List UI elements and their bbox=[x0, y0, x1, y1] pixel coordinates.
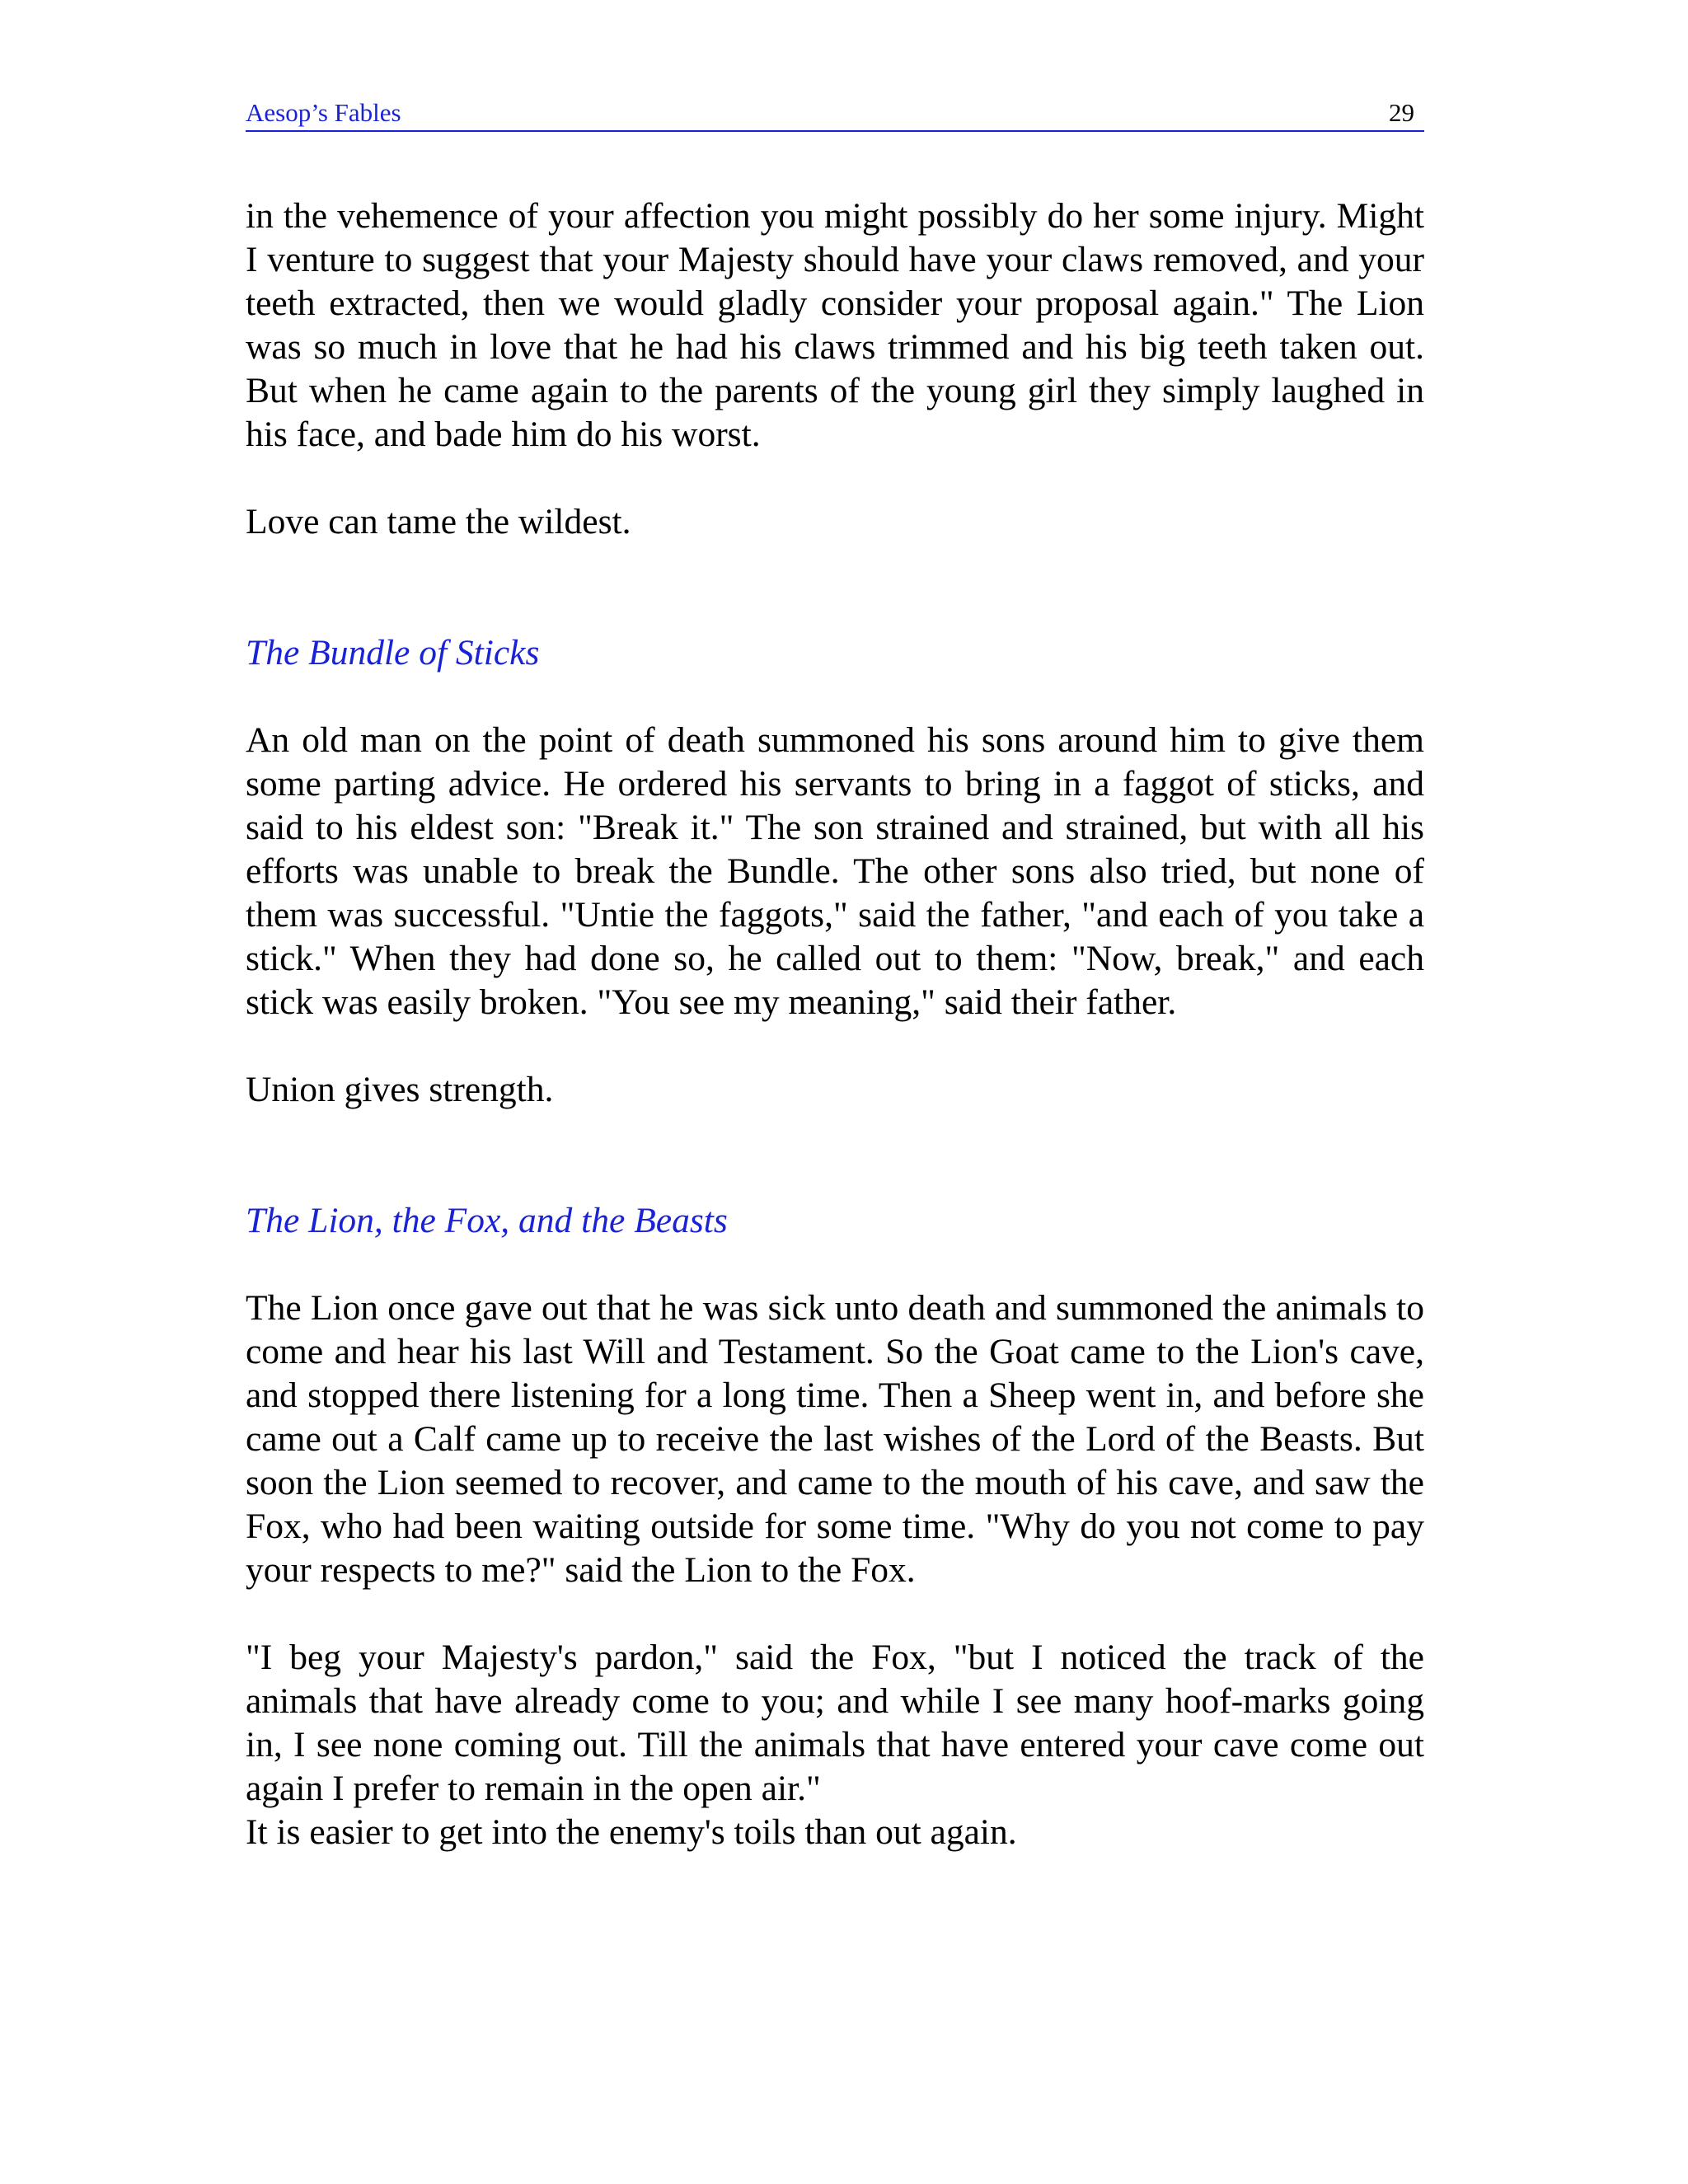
paragraph-lion-fox-beasts-1: The Lion once gave out that he was sick unto death and summoned the animals to come and hear his last Will and Testament. So the Goat came to the Lion's cave, and stopped there listening for a long time. Then a Sheep went in, and before she came out a Calf came up to receive the last wishes of the Lord of the Beasts. But soon the Lion seemed to recover, and came to the mouth of his cave, and saw the Fox, who had been waiting outside for some time. "Why do you not come to pay your respects to me?" said the Lion to the Fox. bbox=[246, 1288, 1424, 1590]
paragraph-bundle-of-sticks: An old man on the point of death summoned his sons around him to give them some parting advice. He ordered his servants to bring in a faggot of sticks, and said to his eldest son: "Break it." The son strained and strained, but with all his efforts was unable to break the Bundle. The other sons also tried, but none of them was successful. "Untie the faggots," said the father, "and each of you take a stick." When they had done so, he called out to them: "Now, break," and each stick was easily broken. "You see my meaning," said their father. bbox=[246, 720, 1424, 1022]
moral-love: Love can tame the wildest. bbox=[246, 502, 631, 541]
fable-title-bundle-of-sticks: The Bundle of Sticks bbox=[246, 633, 540, 673]
moral-enemy-toils: It is easier to get into the enemy's toils than out again. bbox=[246, 1812, 1017, 1852]
moral-union: Union gives strength. bbox=[246, 1070, 554, 1109]
running-header bbox=[246, 97, 1424, 132]
book-title: Aesop’s Fables bbox=[246, 98, 401, 127]
body-text bbox=[246, 194, 1424, 1854]
paragraph-lion-fox-beasts-2: "I beg your Majesty's pardon," said the Fox, "but I noticed the track of the animals that have already come to you; and while I see many hoof-marks going in, I see none coming out. Till the animals that have entered your cave come out again I prefer to remain in the open air." bbox=[246, 1638, 1424, 1808]
document-page bbox=[246, 0, 1424, 2184]
paragraph-continuation: in the vehemence of your affection you might possibly do her some injury. Might I venture to suggest that your Majesty should have your claws removed, and your teeth extracted, then we would gladly consider your proposal again." The Lion was so much in love that he had his claws trimmed and his big teeth taken out. But when he came again to the parents of the young girl they simply laughed in his face, and bade him do his worst. bbox=[246, 196, 1424, 454]
fable-title-lion-fox-beasts: The Lion, the Fox, and the Beasts bbox=[246, 1201, 728, 1240]
page-number: 29 bbox=[1389, 98, 1414, 127]
